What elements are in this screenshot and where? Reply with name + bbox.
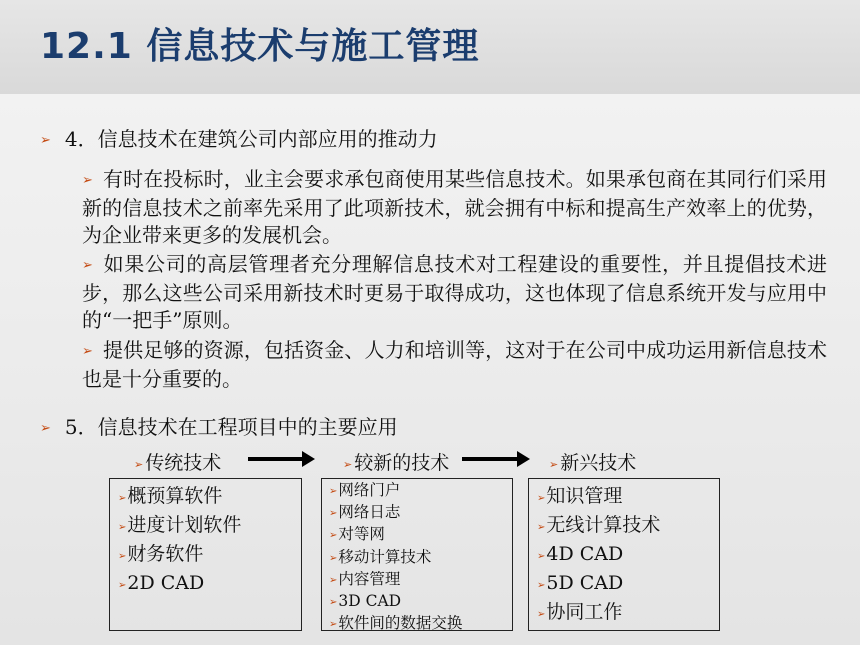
point-5 xyxy=(40,411,398,440)
arrow-right-icon xyxy=(462,457,518,461)
column-title-text: 传统技术 xyxy=(145,452,222,474)
chevron-right-icon: ➢ xyxy=(343,458,353,471)
list-item xyxy=(329,613,512,635)
column-title-newer xyxy=(343,448,449,475)
paragraph-1-text: 有时在投标时，业主会要求承包商使用某些信息技术。如果承包商在其同行们采用新的信息技术之前率先采用了此项新技术，就会拥有中标和提高生产效率上的优势，为企业带来更多的发展机会。 xyxy=(82,167,827,247)
chevron-right-icon: ➢ xyxy=(118,522,127,533)
paragraph-2-text: 如果公司的高层管理者充分理解信息技术对工程建设的重要性，并且提倡技术进步，那么这些公司采用新技术时更易于取得成功，这也体现了信息系统开发与应用中的“一把手”原则。 xyxy=(82,252,827,332)
chevron-right-icon: ➢ xyxy=(329,597,338,609)
list-item-text: 网络日志 xyxy=(338,503,401,522)
chevron-right-icon: ➢ xyxy=(329,619,338,631)
list-item-text: 知识管理 xyxy=(546,485,623,507)
list-item xyxy=(329,591,512,613)
point-4 xyxy=(40,123,438,152)
chevron-right-icon: ➢ xyxy=(329,486,338,497)
list-item xyxy=(329,524,512,546)
emerging-tech-box xyxy=(528,478,720,631)
chevron-right-icon: ➢ xyxy=(549,458,559,471)
list-item xyxy=(537,570,719,599)
chevron-right-icon: ➢ xyxy=(40,421,51,436)
list-item-text: 财务软件 xyxy=(127,543,204,565)
chevron-right-icon: ➢ xyxy=(82,258,93,273)
list-item xyxy=(118,483,301,512)
chevron-right-icon: ➢ xyxy=(118,580,127,591)
list-item-text: 内容管理 xyxy=(338,569,401,588)
chevron-right-icon: ➢ xyxy=(134,458,144,471)
list-item-text: 3D CAD xyxy=(338,592,402,611)
chevron-right-icon: ➢ xyxy=(537,551,546,562)
slide-title: 12.1 信息技术与施工管理 xyxy=(40,26,480,67)
chevron-right-icon: ➢ xyxy=(40,133,51,148)
list-item-text: 4D CAD xyxy=(546,543,624,565)
list-item-text: 软件间的数据交换 xyxy=(338,614,463,633)
arrow-right-icon xyxy=(248,457,303,461)
list-item-text: 网络门户 xyxy=(338,481,401,499)
chevron-right-icon: ➢ xyxy=(329,552,338,564)
list-item xyxy=(329,480,512,502)
column-title-text: 较新的技术 xyxy=(354,452,450,474)
list-item xyxy=(118,512,301,541)
list-item-text: 无线计算技术 xyxy=(546,514,661,536)
chevron-right-icon: ➢ xyxy=(537,493,546,504)
chevron-right-icon: ➢ xyxy=(82,344,93,359)
newer-tech-box xyxy=(321,478,513,631)
title-bar xyxy=(0,0,860,94)
chevron-right-icon: ➢ xyxy=(537,522,546,533)
chevron-right-icon: ➢ xyxy=(329,508,338,520)
chevron-right-icon: ➢ xyxy=(329,574,338,586)
list-item xyxy=(329,569,512,591)
list-item-text: 2D CAD xyxy=(127,572,205,594)
paragraph-2 xyxy=(82,251,827,335)
paragraph-3 xyxy=(82,337,827,393)
chevron-right-icon: ➢ xyxy=(329,530,338,542)
list-item-text: 进度计划软件 xyxy=(127,514,242,536)
list-item-text: 对等网 xyxy=(338,525,385,544)
column-title-traditional xyxy=(134,448,221,475)
column-title-text: 新兴技术 xyxy=(560,452,637,474)
list-item-text: 概预算软件 xyxy=(127,485,223,507)
point-5-text: 5．信息技术在工程项目中的主要应用 xyxy=(64,415,398,439)
list-item-text: 5D CAD xyxy=(546,572,624,594)
list-item-text: 协同工作 xyxy=(546,601,623,623)
list-item xyxy=(537,483,719,512)
list-item xyxy=(118,541,301,570)
chevron-right-icon: ➢ xyxy=(118,551,127,562)
paragraph-3-text: 提供足够的资源，包括资金、人力和培训等，这对于在公司中成功运用新信息技术也是十分重要的。 xyxy=(82,338,827,391)
chevron-right-icon: ➢ xyxy=(118,493,127,504)
list-item xyxy=(537,512,719,541)
list-item xyxy=(537,599,719,628)
chevron-right-icon: ➢ xyxy=(82,173,93,188)
list-item xyxy=(537,541,719,570)
column-title-emerging xyxy=(549,448,636,475)
paragraph-1 xyxy=(82,166,827,250)
list-item xyxy=(118,570,301,599)
list-item-text: 移动计算技术 xyxy=(338,547,432,566)
chevron-right-icon: ➢ xyxy=(537,580,546,591)
list-item xyxy=(329,547,512,569)
traditional-tech-box xyxy=(109,478,302,631)
list-item xyxy=(329,502,512,524)
point-4-text: 4．信息技术在建筑公司内部应用的推动力 xyxy=(64,127,438,151)
chevron-right-icon: ➢ xyxy=(537,609,546,620)
